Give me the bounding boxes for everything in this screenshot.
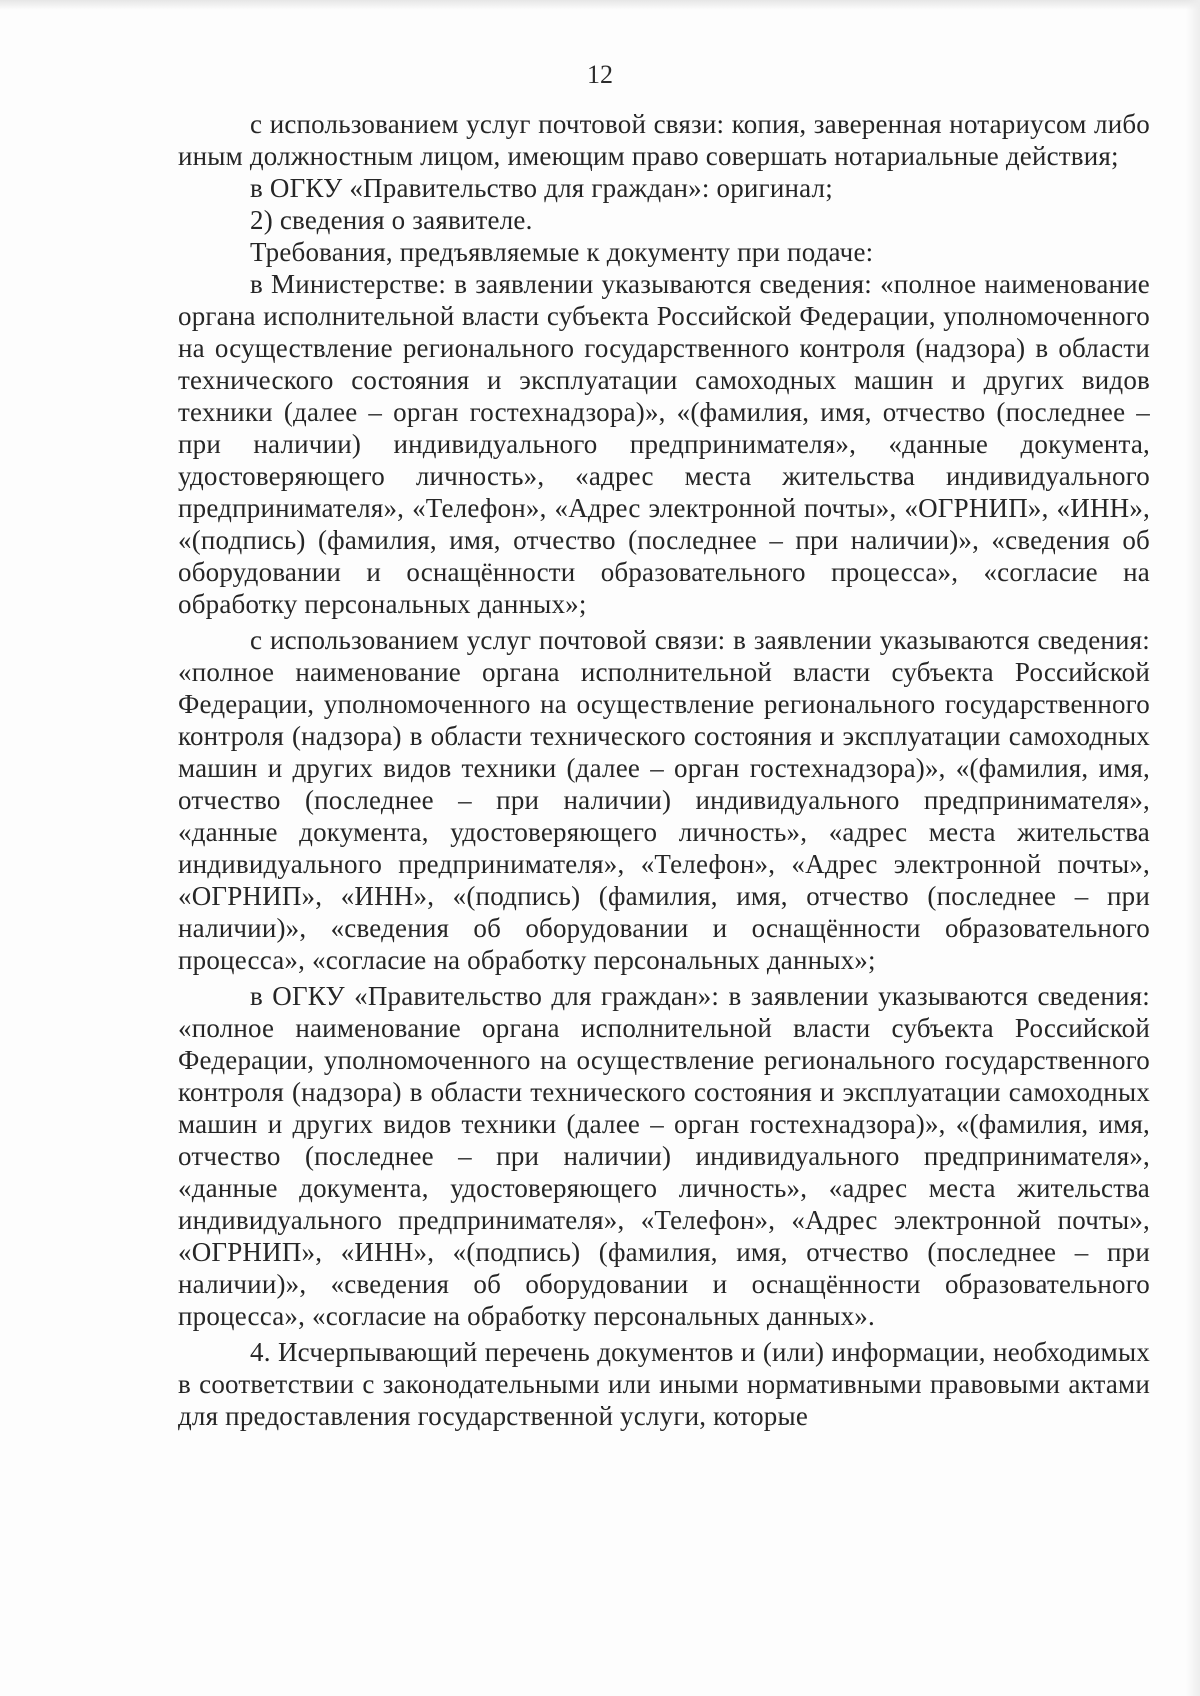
- paragraph-postal-requirements: с использованием услуг почтовой связи: в заявлении указываются сведения: «полное наименование органа исполнительной власти субъекта Российской Федерации, уполномоченного на осуществление регионального государственного контроля (надзора) в области технического состояния и эксплуатации самоходных машин и других видов техники (далее – орган гостехнадзора)», «(фамилия, имя, отчество (последнее – при наличии) индивидуального предпринимателя», «данные документа, удостоверяющего личность», «адрес места жительства индивидуального предпринимателя», «Телефон», «Адрес электронной почты», «ОГРНИП», «ИНН», «(подпись) (фамилия, имя, отчество (последнее – при наличии)», «сведения об оборудовании и оснащённости образовательного процесса», «согласие на обработку персональных данных»;: [178, 625, 1150, 975]
- paragraph-ogku-requirements: в ОГКУ «Правительство для граждан»: в заявлении указываются сведения: «полное наименование органа исполнительной власти субъекта Российской Федерации, уполномоченного на осуществление регионального государственного контроля (надзора) в области технического состояния и эксплуатации самоходных машин и других видов техники (далее – орган гостехнадзора)», «(фамилия, имя, отчество (последнее – при наличии) индивидуального предпринимателя», «данные документа, удостоверяющего личность», «адрес места жительства индивидуального предпринимателя», «Телефон», «Адрес электронной почты», «ОГРНИП», «ИНН», «(подпись) (фамилия, имя, отчество (последнее – при наличии)», «сведения об оборудовании и оснащённости образовательного процесса», «согласие на обработку персональных данных».: [178, 981, 1150, 1331]
- scan-edge-top: [0, 0, 1200, 10]
- scan-edge-right: [1186, 0, 1200, 1696]
- paragraph-applicant-info: 2) сведения о заявителе.: [250, 205, 533, 235]
- page-number: 12: [587, 60, 613, 89]
- paragraph-ministry-requirements: в Министерстве: в заявлении указываются сведения: «полное наименование органа исполнительной власти субъекта Российской Федерации, уполномоченного на осуществление регионального государственного контроля (надзора) в области технического состояния и эксплуатации самоходных машин и других видов техники (далее – орган гостехнадзора)», «(фамилия, имя, отчество (последнее – при наличии) индивидуального предпринимателя», «данные документа, удостоверяющего личность», «адрес места жительства индивидуального предпринимателя», «Телефон», «Адрес электронной почты», «ОГРНИП», «ИНН», «(подпись) (фамилия, имя, отчество (последнее – при наличии)», «сведения об оборудовании и оснащённости образовательного процесса», «согласие на обработку персональных данных»;: [178, 269, 1150, 619]
- paragraph-item-4: 4. Исчерпывающий перечень документов и (или) информации, необходимых в соответствии с законодательными или иными нормативными правовыми актами для предоставления государственной услуги, которые: [178, 1337, 1150, 1431]
- paragraph-postal-copy: с использованием услуг почтовой связи: копия, заверенная нотариусом либо иным должностным лицом, имеющим право совершать нотариальные действия;: [178, 109, 1150, 171]
- document-body: [178, 108, 1150, 1432]
- paragraph-requirements-heading: Требования, предъявляемые к документу при подаче:: [250, 237, 874, 267]
- paragraph-ogku-original: в ОГКУ «Правительство для граждан»: оригинал;: [250, 173, 833, 203]
